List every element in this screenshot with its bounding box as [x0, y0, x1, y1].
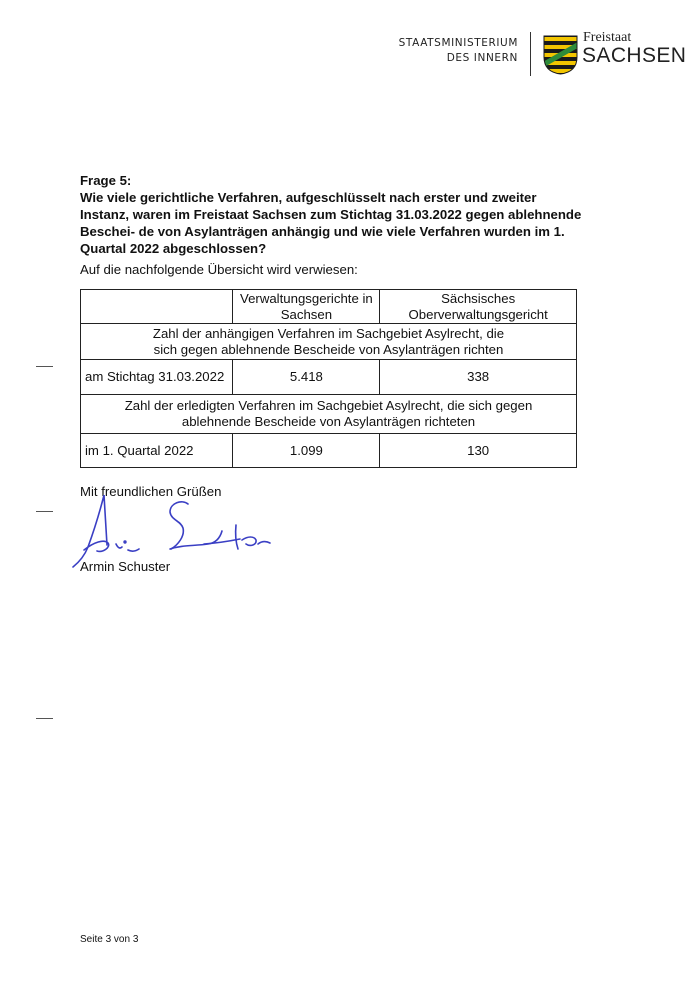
table-row [81, 434, 577, 468]
signer-name: Armin Schuster [80, 559, 171, 574]
statistics-table [80, 289, 577, 468]
table-cell-vg: 5.418 [233, 360, 380, 395]
fold-mark [36, 366, 53, 367]
question-text: Wie viele gerichtliche Verfahren, aufgeschlüsselt nach erster und zweiter Instanz, waren im Freistaat Sachsen zum Stichtag 31.03.2022 gegen ablehnende Beschei- de von Asylanträgen anhängig und wie viele Verfahren wurden im 1. Quartal 2022 abgeschlossen? [80, 190, 582, 256]
table-row-label: am Stichtag 31.03.2022 [81, 360, 233, 395]
table-cell-ovg: 338 [380, 360, 577, 395]
table-header-empty [81, 290, 233, 324]
header-divider [530, 32, 531, 76]
table-header-vg: Verwaltungsgerichte in Sachsen [233, 290, 380, 324]
table-row-label: im 1. Quartal 2022 [81, 434, 233, 468]
table-section-row [81, 324, 577, 360]
table-section-completed: Zahl der erledigten Verfahren im Sachgebiet Asylrecht, die sich gegen ablehnende Bescheide von Asylanträgen richteten [81, 395, 577, 434]
table-header-ovg: Sächsisches Oberverwaltungsgericht [380, 290, 577, 324]
fold-mark [36, 718, 53, 719]
page-number: Seite 3 von 3 [80, 934, 139, 945]
ministry-line-1: STAATSMINISTERIUM [398, 37, 518, 49]
closing-greeting: Mit freundlichen Grüßen [80, 484, 222, 499]
state-label: Freistaat [583, 30, 632, 45]
table-section-pending: Zahl der anhängigen Verfahren im Sachgebiet Asylrecht, die sich gegen ablehnende Bescheide von Asylanträgen richten [81, 324, 577, 360]
ministry-name [399, 36, 518, 66]
saxony-coat-of-arms-icon [543, 35, 578, 75]
table-cell-vg: 1.099 [233, 434, 380, 468]
intro-text: Auf die nachfolgende Übersicht wird verwiesen: [80, 262, 358, 277]
table-section-row [81, 395, 577, 434]
table-header-row [81, 290, 577, 324]
state-name: SACHSEN [582, 44, 687, 67]
ministry-line-2: DES INNERN [446, 52, 518, 64]
fold-mark [36, 511, 53, 512]
table-row [81, 360, 577, 395]
table-cell-ovg: 130 [380, 434, 577, 468]
question-label: Frage 5: [80, 173, 132, 188]
